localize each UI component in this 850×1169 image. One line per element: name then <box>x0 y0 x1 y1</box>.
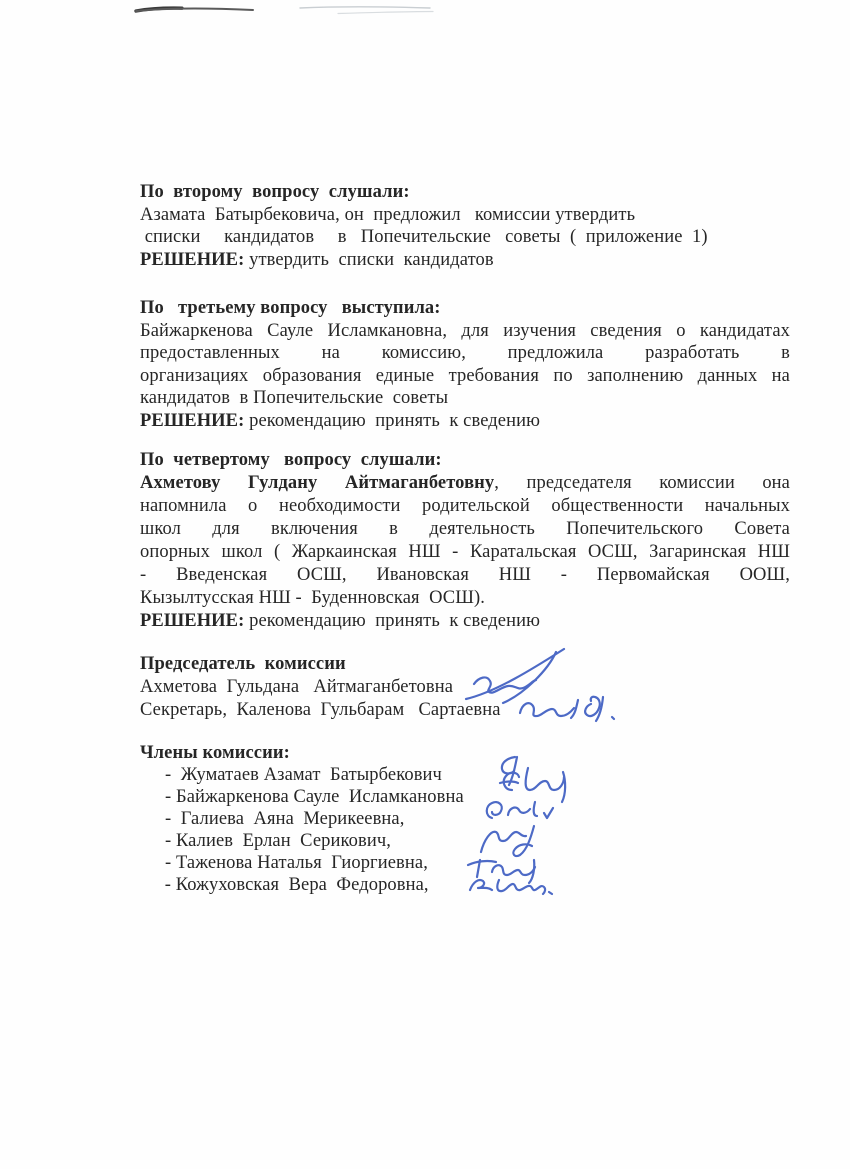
text-line <box>140 676 790 699</box>
text-segment: - Кожуховская Вера Федоровна, <box>160 875 429 895</box>
section-question-3 <box>140 297 790 433</box>
section-members <box>140 742 790 896</box>
text-line <box>140 830 790 852</box>
text-segment-bold: По второму вопросу слушали: <box>140 182 410 202</box>
text-segment: напомнила о необходимости родительской общественности начальных <box>140 496 790 516</box>
text-line <box>140 564 790 587</box>
text-line <box>140 541 790 564</box>
scan-artifact-line <box>136 8 182 11</box>
text-line <box>140 449 790 472</box>
text-line <box>140 764 790 786</box>
scan-artifact-line <box>300 7 430 8</box>
text-segment: кандидатов в Попечительские советы <box>140 388 449 409</box>
text-line <box>140 699 790 722</box>
text-segment: , председателя комиссии она <box>494 473 790 493</box>
text-segment: - Калиев Ерлан Серикович, <box>165 831 391 851</box>
text-segment: Азамата Батырбековича, он предложил комиссии утвердить <box>140 204 636 225</box>
section-question-2 <box>140 181 790 271</box>
text-segment: утвердить списки кандидатов <box>244 249 494 270</box>
scan-artifact-line <box>136 8 253 11</box>
text-segment-bold: РЕШЕНИЕ: <box>140 249 245 270</box>
scan-artifact-lines <box>136 7 433 14</box>
text-segment: рекомендацию принять к сведению <box>244 410 541 431</box>
text-segment: - Байжаркенова Сауле Исламкановна <box>165 787 464 807</box>
text-line <box>140 653 790 676</box>
text-segment-bold: Председатель комиссии <box>140 654 346 674</box>
text-segment: Кызылтусская НШ - Буденновская ОСШ). <box>140 588 485 608</box>
text-segment: Ахметова Гульдана Айтмаганбетовна <box>140 677 454 697</box>
text-segment-bold: РЕШЕНИЕ: <box>140 611 245 631</box>
text-line <box>140 226 790 249</box>
text-line <box>140 742 790 764</box>
text-segment: списки кандидатов в Попечительские советы ( приложение 1) <box>140 227 708 247</box>
text-segment-bold: Ахметову Гулдану Айтмаганбетовну <box>140 473 495 493</box>
text-line <box>140 874 790 896</box>
text-line <box>140 518 790 541</box>
text-segment: - Таженова Наталья Гиоргиевна, <box>165 853 428 873</box>
text-segment: опорных школ ( Жаркаинская НШ - Каратальская ОСШ, Загаринская НШ <box>140 542 790 562</box>
text-line <box>140 297 790 320</box>
text-line <box>140 852 790 874</box>
text-segment-bold: РЕШЕНИЕ: <box>140 410 245 431</box>
text-line <box>140 249 790 272</box>
text-segment: - Жуматаев Азамат Батырбекович <box>165 765 442 785</box>
text-line <box>140 387 790 410</box>
text-segment: рекомендацию принять к сведению <box>244 611 541 631</box>
text-segment: - Галиева Аяна Мерикеевна, <box>165 809 405 829</box>
text-line <box>140 320 790 343</box>
text-line <box>140 181 790 204</box>
text-segment: школ для включения в деятельность Попечительского Совета <box>140 519 790 539</box>
text-segment: организациях образования единые требования по заполнению данных на <box>140 365 790 386</box>
section-question-4 <box>140 449 790 633</box>
text-line <box>140 587 790 610</box>
text-segment-bold: По третьему вопросу выступила: <box>140 298 441 318</box>
text-line <box>140 610 790 633</box>
text-segment: Байжаркенова Сауле Исламкановна, для изучения сведения о кандидатах <box>140 320 790 341</box>
text-line <box>140 410 790 433</box>
section-signatories <box>140 653 790 722</box>
text-segment: предоставленных на комиссию, предложила разработать в <box>140 343 790 364</box>
text-line <box>140 365 790 388</box>
text-segment-bold: Члены комиссии: <box>140 743 290 763</box>
text-line <box>140 204 790 227</box>
text-segment: - Введенская ОСШ, Ивановская НШ - Первомайская ООШ, <box>140 565 790 585</box>
text-line <box>140 786 790 808</box>
text-line <box>140 495 790 518</box>
text-line <box>140 472 790 495</box>
text-line <box>140 808 790 830</box>
scan-artifact-line <box>338 12 433 14</box>
text-segment: Секретарь, Каленова Гульбарам Сартаевна <box>140 700 501 720</box>
text-line <box>140 342 790 365</box>
text-segment-bold: По четвертому вопросу слушали: <box>140 450 442 470</box>
